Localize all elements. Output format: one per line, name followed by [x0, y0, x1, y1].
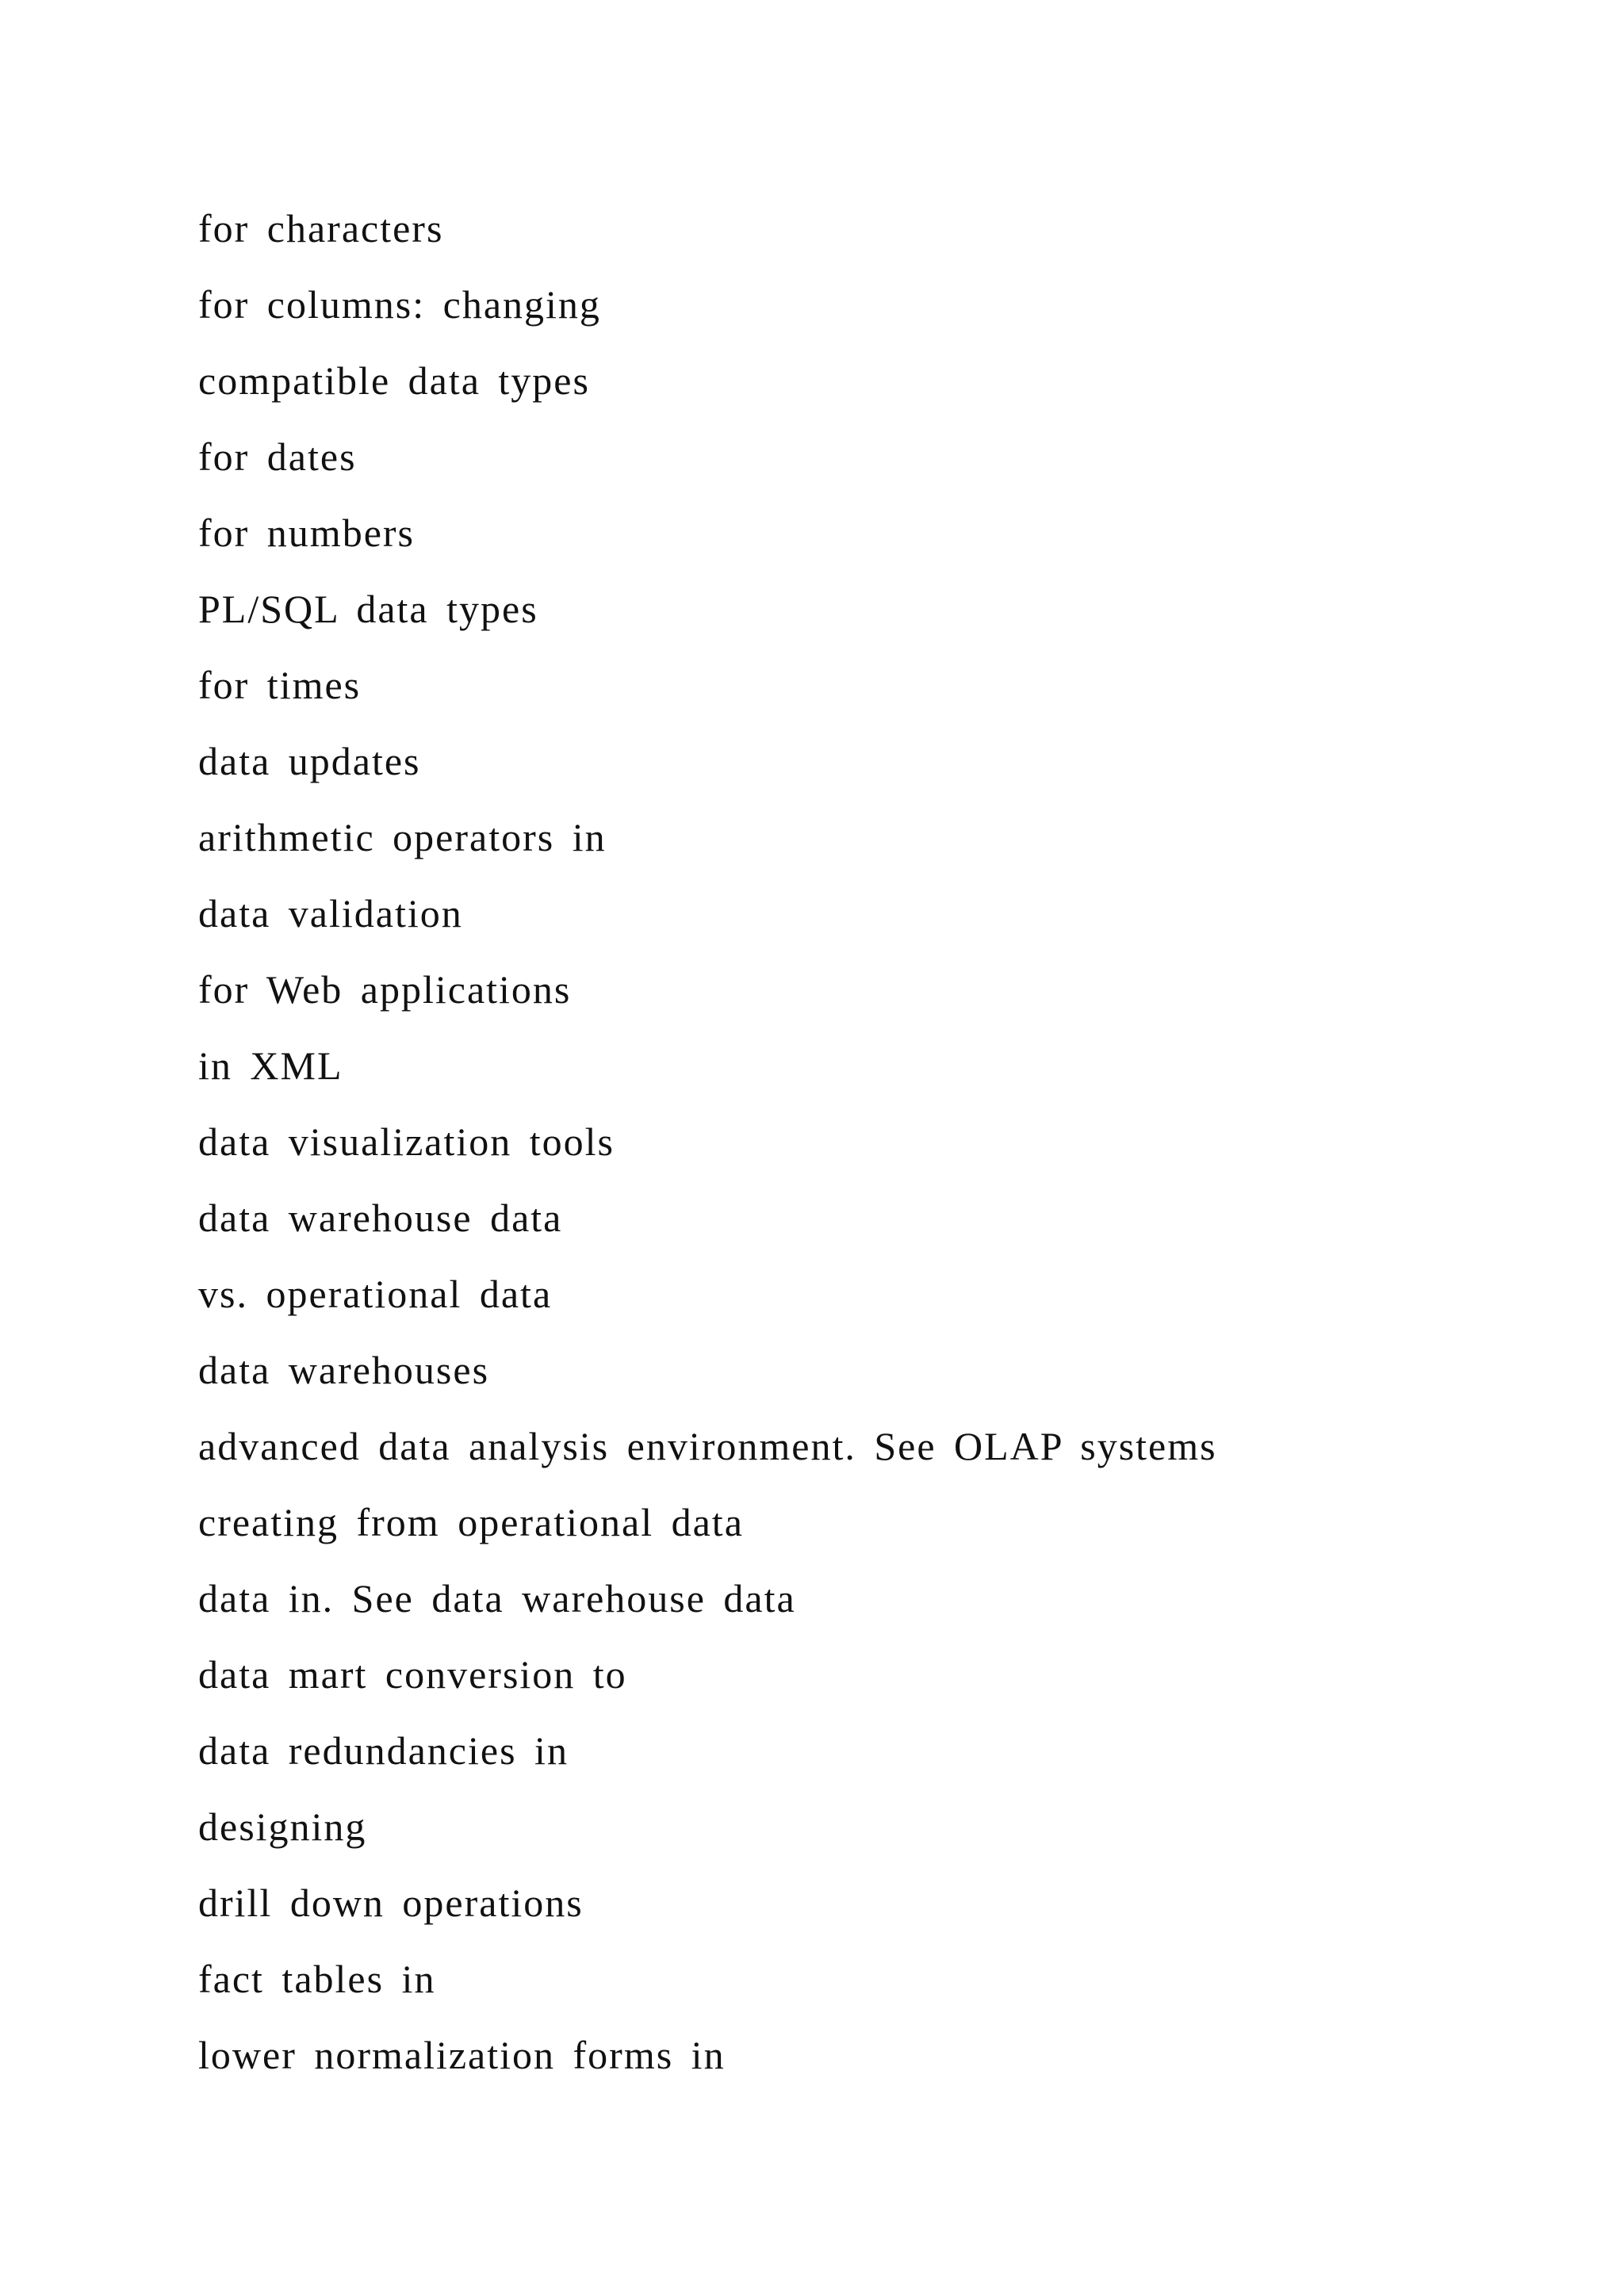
- index-entry: data validation: [198, 891, 463, 936]
- index-entry: for dates: [198, 434, 357, 479]
- index-entry: data warehouses: [198, 1348, 490, 1392]
- index-entry: PL/SQL data types: [198, 587, 538, 631]
- index-entry: lower normalization forms in: [198, 2033, 726, 2077]
- index-entry: designing: [198, 1804, 367, 1849]
- index-entry: for Web applications: [198, 967, 572, 1012]
- index-entry: data warehouse data: [198, 1196, 563, 1240]
- index-entry: advanced data analysis environment. See OLAP systems: [198, 1424, 1217, 1468]
- index-entry-list: [198, 190, 1217, 2093]
- index-entry: for times: [198, 663, 362, 707]
- index-entry: in XML: [198, 1043, 343, 1088]
- index-entry: data in. See data warehouse data: [198, 1576, 796, 1621]
- index-entry: creating from operational data: [198, 1500, 744, 1544]
- index-entry: for characters: [198, 206, 444, 251]
- index-entry: data mart conversion to: [198, 1652, 627, 1697]
- index-entry: arithmetic operators in: [198, 815, 607, 859]
- index-entry: compatible data types: [198, 358, 590, 403]
- index-entry: vs. operational data: [198, 1272, 553, 1316]
- index-entry: drill down operations: [198, 1881, 584, 1925]
- index-entry: data visualization tools: [198, 1119, 615, 1164]
- index-entry: for numbers: [198, 511, 415, 555]
- index-entry: for columns: changing: [198, 282, 601, 327]
- index-entry: data redundancies in: [198, 1728, 569, 1773]
- index-entry: fact tables in: [198, 1957, 436, 2001]
- index-entry: data updates: [198, 739, 421, 783]
